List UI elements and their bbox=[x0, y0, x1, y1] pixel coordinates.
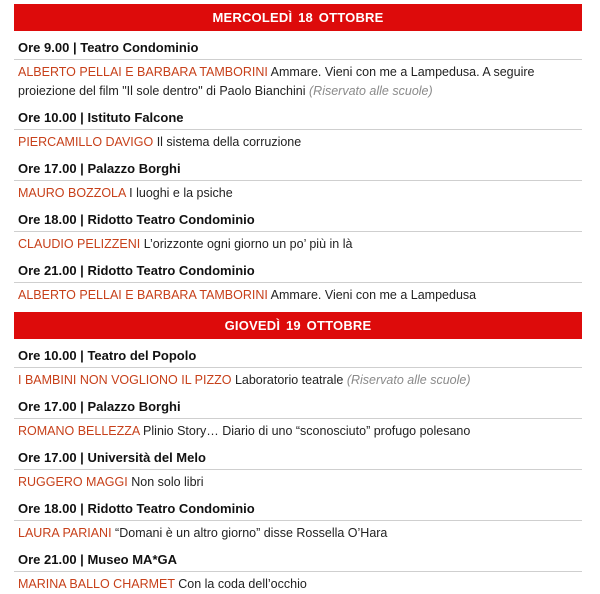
event-venue: Palazzo Borghi bbox=[87, 399, 181, 414]
day-header bbox=[14, 312, 582, 339]
event-title: I luoghi e la psiche bbox=[129, 186, 233, 200]
event-item bbox=[14, 262, 582, 305]
event-header bbox=[14, 347, 582, 368]
event-item bbox=[14, 211, 582, 254]
separator: | bbox=[80, 450, 84, 465]
event-item bbox=[14, 551, 582, 594]
event-header bbox=[14, 398, 582, 419]
day-number: 19 bbox=[285, 318, 301, 333]
event-venue: Ridotto Teatro Condominio bbox=[87, 263, 255, 278]
event-body bbox=[14, 181, 582, 203]
separator: | bbox=[72, 40, 77, 55]
event-time: Ore 17.00 bbox=[18, 399, 77, 414]
event-speaker[interactable]: MAURO BOZZOLA bbox=[18, 186, 126, 200]
event-time: Ore 18.00 bbox=[18, 212, 77, 227]
day-weekday: MERCOLEDÌ bbox=[212, 10, 293, 25]
event-speaker[interactable]: ALBERTO PELLAI E BARBARA TAMBORINI bbox=[18, 65, 268, 79]
event-speaker[interactable]: ALBERTO PELLAI E BARBARA TAMBORINI bbox=[18, 288, 268, 302]
event-item bbox=[14, 449, 582, 492]
event-header bbox=[14, 211, 582, 232]
event-venue: Palazzo Borghi bbox=[87, 161, 181, 176]
event-time: Ore 17.00 bbox=[18, 450, 77, 465]
event-item bbox=[14, 500, 582, 543]
event-time: Ore 17.00 bbox=[18, 161, 77, 176]
event-title: Con la coda dell’occhio bbox=[178, 577, 307, 591]
separator: | bbox=[80, 501, 84, 516]
separator: | bbox=[80, 110, 84, 125]
event-item bbox=[14, 347, 582, 390]
event-speaker[interactable]: CLAUDIO PELIZZENI bbox=[18, 237, 141, 251]
event-header bbox=[14, 262, 582, 283]
event-header bbox=[14, 109, 582, 130]
event-title: Ammare. Vieni con me a Lampedusa. A seguire proiezione del film "Il sole dentro" di Paolo Bianchini bbox=[18, 65, 535, 98]
event-body bbox=[14, 232, 582, 254]
event-title: Laboratorio teatrale bbox=[234, 373, 344, 387]
event-speaker[interactable]: PIERCAMILLO DAVIGO bbox=[18, 135, 154, 149]
day-month: OTTOBRE bbox=[306, 318, 372, 333]
separator: | bbox=[80, 552, 84, 567]
day-section-wednesday bbox=[14, 4, 582, 305]
event-time: Ore 21.00 bbox=[18, 552, 77, 567]
event-title: Non solo libri bbox=[131, 475, 204, 489]
separator: | bbox=[80, 399, 84, 414]
event-time: Ore 21.00 bbox=[18, 263, 77, 278]
event-venue: Ridotto Teatro Condominio bbox=[87, 212, 255, 227]
event-header bbox=[14, 500, 582, 521]
day-month: OTTOBRE bbox=[318, 10, 384, 25]
day-section-thursday bbox=[14, 312, 582, 594]
separator: | bbox=[80, 212, 84, 227]
event-note: (Riservato alle scuole) bbox=[346, 373, 471, 387]
event-title: Il sistema della corruzione bbox=[156, 135, 302, 149]
event-time: Ore 9.00 bbox=[18, 40, 70, 55]
event-venue: Ridotto Teatro Condominio bbox=[87, 501, 255, 516]
event-body bbox=[14, 60, 582, 101]
event-header bbox=[14, 449, 582, 470]
event-header bbox=[14, 39, 582, 60]
event-item bbox=[14, 160, 582, 203]
event-speaker[interactable]: RUGGERO MAGGI bbox=[18, 475, 128, 489]
event-venue: Istituto Falcone bbox=[87, 110, 184, 125]
separator: | bbox=[80, 263, 84, 278]
event-body bbox=[14, 572, 582, 594]
event-venue: Università del Melo bbox=[87, 450, 206, 465]
event-speaker[interactable]: LAURA PARIANI bbox=[18, 526, 112, 540]
event-body bbox=[14, 419, 582, 441]
event-item bbox=[14, 109, 582, 152]
event-title: Plinio Story… Diario di uno “sconosciuto” profugo polesano bbox=[143, 424, 471, 438]
event-header bbox=[14, 160, 582, 181]
event-header bbox=[14, 551, 582, 572]
event-body bbox=[14, 470, 582, 492]
event-speaker[interactable]: ROMANO BELLEZZA bbox=[18, 424, 140, 438]
event-speaker[interactable]: I BAMBINI NON VOGLIONO IL PIZZO bbox=[18, 373, 232, 387]
separator: | bbox=[80, 161, 84, 176]
event-body bbox=[14, 368, 582, 390]
event-time: Ore 10.00 bbox=[18, 348, 77, 363]
event-note: (Riservato alle scuole) bbox=[309, 84, 433, 98]
event-title: L’orizzonte ogni giorno un po’ più in là bbox=[143, 237, 353, 251]
event-body bbox=[14, 130, 582, 152]
event-venue: Museo MA*GA bbox=[87, 552, 177, 567]
event-item bbox=[14, 398, 582, 441]
day-number: 18 bbox=[298, 10, 313, 25]
day-header bbox=[14, 4, 582, 31]
day-weekday: GIOVEDÌ bbox=[224, 318, 281, 333]
event-item bbox=[14, 39, 582, 101]
event-time: Ore 10.00 bbox=[18, 110, 77, 125]
event-time: Ore 18.00 bbox=[18, 501, 77, 516]
event-venue: Teatro Condominio bbox=[80, 40, 199, 55]
event-body bbox=[14, 283, 582, 305]
event-title: “Domani è un altro giorno” disse Rossella O’Hara bbox=[115, 526, 388, 540]
event-speaker[interactable]: MARINA BALLO CHARMET bbox=[18, 577, 175, 591]
event-body bbox=[14, 521, 582, 543]
event-title: Ammare. Vieni con me a Lampedusa bbox=[270, 288, 477, 302]
separator: | bbox=[80, 348, 84, 363]
event-venue: Teatro del Popolo bbox=[87, 348, 197, 363]
